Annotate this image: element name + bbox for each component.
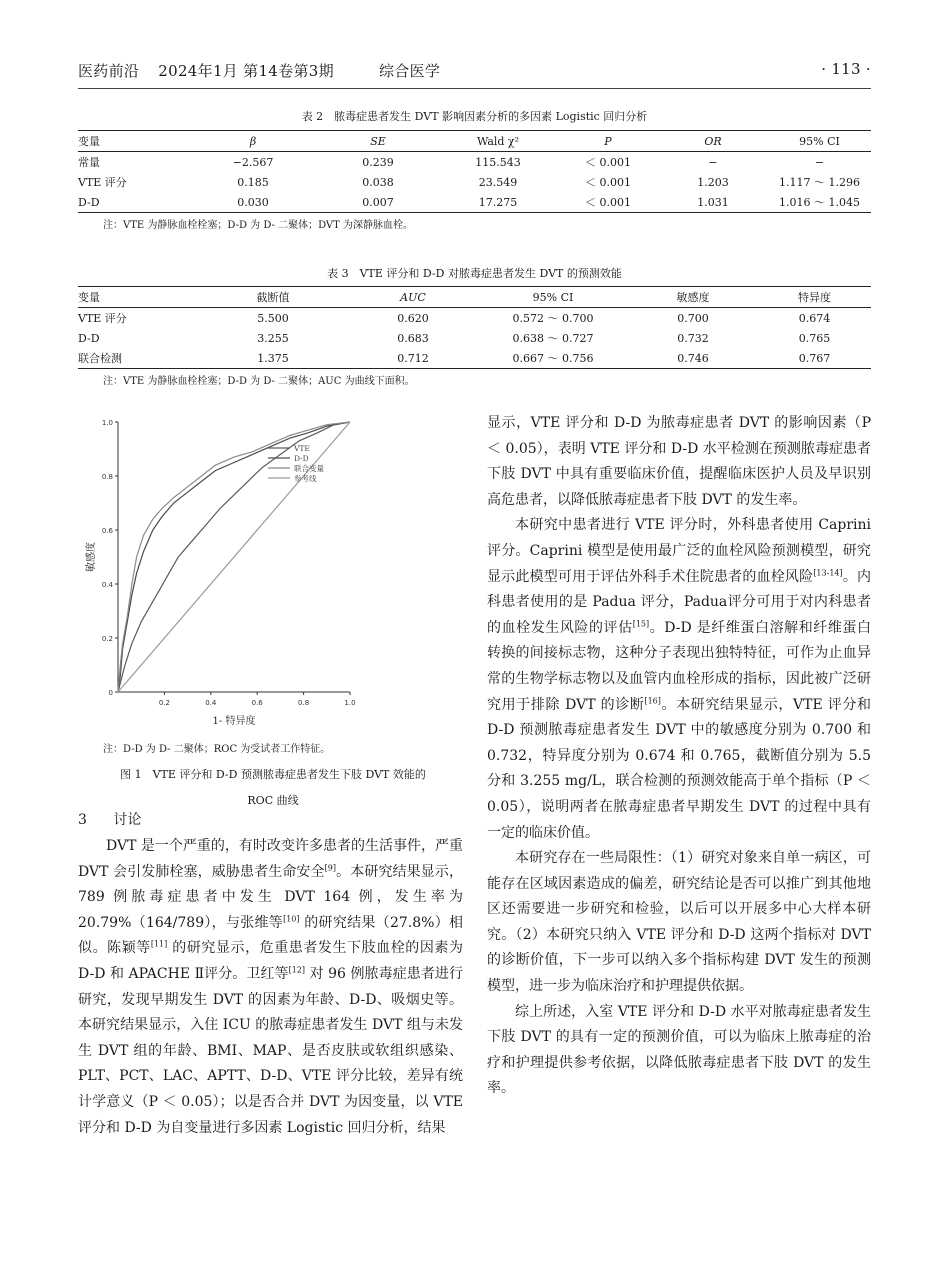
table2-header: 变量 xyxy=(78,131,188,152)
table3-header: 截断值 xyxy=(198,287,348,308)
page-number: · 113 · xyxy=(821,60,871,78)
y-tick-label: 0.6 xyxy=(101,527,113,535)
table-cell: 0.674 xyxy=(798,311,831,325)
table-cell: 0.700 xyxy=(677,311,709,325)
section-name: 综合医学 xyxy=(378,62,441,80)
table-cell: − xyxy=(814,155,825,169)
table2-header: β xyxy=(188,131,318,152)
table-cell: −2.567 xyxy=(232,155,274,169)
table-cell: ＜ 0.001 xyxy=(585,176,631,189)
y-tick-label: 1.0 xyxy=(101,419,113,427)
table-cell: 0.765 xyxy=(798,331,831,345)
table-cell: 5.500 xyxy=(257,311,289,325)
legend-label: 参考线 xyxy=(294,474,317,483)
paragraph: 显示，VTE 评分和 D-D 为脓毒症患者 DVT 的影响因素（P ＜ 0.05），表明 VTE 评分和 D-D 水平检测在预测脓毒症患者下肢 DVT 中具有重要临床价值，提醒临床医护人员及早识别高危患者，以降低脓毒症患者下肢 DVT 的发生率。 xyxy=(487,415,871,508)
table-cell: D-D xyxy=(78,192,188,213)
x-axis-label: 1- 特异度 xyxy=(212,716,256,727)
y-tick-label: 0.8 xyxy=(101,473,113,481)
table-cell: ＜ 0.001 xyxy=(585,156,631,169)
legend-label: D-D xyxy=(294,454,309,463)
table3-caption: 表 3 VTE 评分和 D-D 对脓毒症患者发生 DVT 的预测效能 xyxy=(327,267,622,280)
table-cell: VTE 评分 xyxy=(78,176,127,189)
table-cell: 0.007 xyxy=(318,192,438,213)
x-tick-label: 0.8 xyxy=(298,699,310,707)
table3-note: 注：VTE 为静脉血栓栓塞；D-D 为 D- 二聚体；AUC 为曲线下面积。 xyxy=(103,376,415,387)
table-cell: ＜ 0.001 xyxy=(558,192,658,213)
table3-header: 敏感度 xyxy=(628,287,758,308)
table-cell: 0.030 xyxy=(188,192,318,213)
paragraph: 本研究存在一些局限性：（1）研究对象来自单一病区，可能存在区域因素造成的偏差，研究结论是否可以推广到其他地区还需要进一步研究和检验，以后可以开展多中心大样本研究。（2）本研究只纳入 VTE 评分和 D-D 这两个指标对 DVT 的诊断价值，下一步可以纳入多个指标构建 DVT 发生的预测模型，进一步为临床治疗和护理提供依据。 xyxy=(487,850,871,995)
table-cell: 17.275 xyxy=(438,192,558,213)
table2-header: P xyxy=(558,131,658,152)
paragraph: 本研究中患者进行 VTE 评分时，外科患者使用 Caprini 评分。Caprini 模型是使用最广泛的血栓风险预测模型，研究显示此模型可用于评估外科手术住院患者的血栓风险[13-14]。内科患者使用的是 Padua 评分，Padua评分可用于对内科患者的血栓发生风险的评估[15]。D-D 是纤维蛋白溶解和纤维蛋白转换的间接标志物，这种分子表现出独特特征，可作为止血异常的生物学标志物以及血管内血栓形成的指标，因此被广泛研究用于排除 DVT 的诊断[16]。本研究结果显示，VTE 评分和 D-D 预测脓毒症患者发生 DVT 中的敏感度分别为 0.700 和 0.732，特异度分别为 0.674 和 0.765，截断值分别为 5.5 分和 3.255 mg/L，联合检测的预测效能高于单个指标（P ＜ 0.05），说明两者在脓毒症患者早期发生 DVT 的过程中具有一定的临床价值。 xyxy=(487,517,871,841)
x-tick-label: 0.4 xyxy=(205,699,217,707)
section-title: 讨论 xyxy=(113,812,142,828)
table3 xyxy=(78,286,871,369)
table-row xyxy=(78,172,871,192)
right-column xyxy=(487,411,871,1102)
table2-header: OR xyxy=(658,131,768,152)
y-axis-label: 敏感度 xyxy=(86,542,97,572)
table-cell: 1.375 xyxy=(198,348,348,369)
table-cell: 0.572 ～ 0.700 xyxy=(512,312,594,325)
table-cell: 1.031 xyxy=(658,192,768,213)
table-cell: 常量 xyxy=(78,156,100,169)
table-cell: 1.016 ～ 1.045 xyxy=(768,192,871,213)
figure-caption-line2: ROC 曲线 xyxy=(247,794,299,807)
table-cell: 3.255 xyxy=(257,331,289,345)
figure-caption-line1: 图 1 VTE 评分和 D-D 预测脓毒症患者发生下肢 DVT 效能的 xyxy=(120,768,426,781)
table-row xyxy=(78,308,871,329)
table2 xyxy=(78,130,871,213)
table-cell: 0.683 xyxy=(397,331,429,345)
legend-label: 联合变量 xyxy=(294,464,324,473)
paragraph: DVT 是一个严重的，有时改变许多患者的生活事件，严重 DVT 会引发肺栓塞，威胁患者生命安全[9]。本研究结果显示，789 例脓毒症患者中发生 DVT 164 例，发生率为 20.79%（164/789），与张维等[10] 的研究结果（27.8%）相似。陈颖等[11] 的研究显示，危重患者发生下肢血栓的因素为 D-D 和 APACHE Ⅱ评分。卫红等[12] 对 96 例脓毒症患者进行研究，发现早期发生 DVT 的因素为年龄、D-D、吸烟史等。本研究结果显示，入住 ICU 的脓毒症患者发生 DVT 组与未发生 DVT 组的年龄、BMI、MAP、是否皮肤或软组织感染、PLT、PCT、LAC、APTT、D-D、VTE 评分比较，差异有统计学意义（P ＜ 0.05）；以是否合并 DVT 为因变量，以 VTE 评分和 D-D 为自变量进行多因素 Logistic 回归分析，结果 xyxy=(78,838,463,1136)
table-cell: 0.185 xyxy=(237,175,269,189)
table-cell: 1.203 xyxy=(697,175,729,189)
table-cell: D-D xyxy=(78,331,100,345)
paragraph: 综上所述，入室 VTE 评分和 D-D 水平对脓毒症患者发生下肢 DVT 的具有一定的预测价值，可以为临床上脓毒症的治疗和护理提供参考依据，以降低脓毒症患者下肢 DVT 的发生率。 xyxy=(487,1003,871,1097)
legend-label: VTE xyxy=(294,444,310,453)
table-cell: VTE 评分 xyxy=(78,312,127,325)
table-cell: 联合检测 xyxy=(78,348,198,369)
issue-info: 2024年1月 第14卷第3期 xyxy=(158,62,334,80)
table2-header: SE xyxy=(318,131,438,152)
x-tick-label: 1.0 xyxy=(344,699,356,707)
table3-header: AUC xyxy=(348,287,478,308)
table-cell: 0.746 xyxy=(628,348,758,369)
table-cell: 0.239 xyxy=(362,155,394,169)
y-tick-label: 0.4 xyxy=(101,581,113,589)
table-cell: 0.620 xyxy=(397,311,429,325)
left-column xyxy=(78,834,463,1141)
table2-header: Wald χ² xyxy=(438,131,558,152)
table-row xyxy=(78,192,871,213)
table-cell: − xyxy=(708,155,718,169)
table2-header: 95% CI xyxy=(768,131,871,152)
section-number: 3 xyxy=(78,812,87,828)
table3-header: 特异度 xyxy=(758,287,871,308)
x-tick-label: 0.2 xyxy=(158,699,170,707)
table2-note: 注：VTE 为静脉血栓栓塞；D-D 为 D- 二聚体；DVT 为深静脉血栓。 xyxy=(103,220,413,231)
journal-name: 医药前沿 xyxy=(78,62,140,80)
table3-header: 变量 xyxy=(78,287,198,308)
y-tick-label: 0.2 xyxy=(101,635,113,643)
x-tick-label: 0.6 xyxy=(251,699,263,707)
table-row xyxy=(78,328,871,348)
table2-caption: 表 2 脓毒症患者发生 DVT 影响因素分析的多因素 Logistic 回归分析 xyxy=(301,110,648,123)
table3-header: 95% CI xyxy=(478,287,628,308)
table-cell: 0.732 xyxy=(677,331,709,345)
y-tick-label: 0 xyxy=(108,689,113,697)
table-cell: 0.638 ～ 0.727 xyxy=(512,332,594,345)
section-heading xyxy=(78,809,141,829)
roc-figure xyxy=(78,412,468,742)
table-cell: 0.667 ～ 0.756 xyxy=(478,348,628,369)
table-row xyxy=(78,152,871,173)
table-cell: 0.038 xyxy=(362,175,394,189)
table-cell: 0.767 xyxy=(758,348,871,369)
table-row xyxy=(78,348,871,369)
header-rule xyxy=(78,88,871,89)
table-cell: 115.543 xyxy=(475,155,521,169)
roc-chart xyxy=(78,412,468,742)
table-cell: 23.549 xyxy=(478,175,518,189)
table-cell: 0.712 xyxy=(348,348,478,369)
table-cell: 1.117 ～ 1.296 xyxy=(779,176,860,189)
figure-note: 注：D-D 为 D- 二聚体；ROC 为受试者工作特征。 xyxy=(103,744,331,755)
